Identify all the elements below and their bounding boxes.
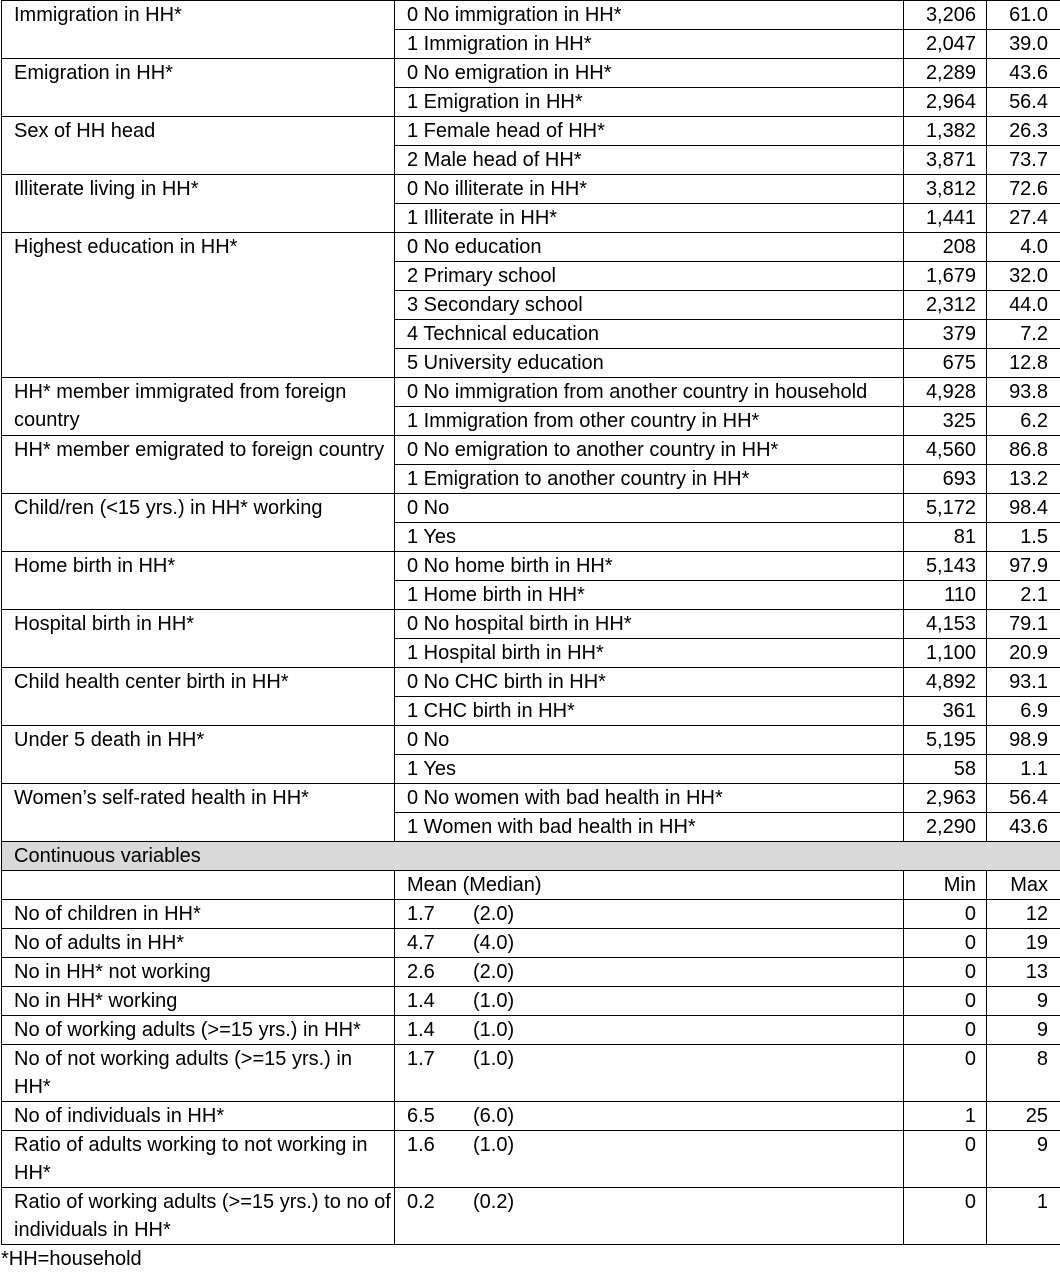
- table-row: [2, 1131, 1060, 1188]
- descriptive-table: [1, 0, 1060, 1245]
- table-row: [2, 378, 1060, 407]
- percent-value: 43.6: [987, 59, 1060, 88]
- table-row: [2, 726, 1060, 755]
- category-label: 2 Male head of HH*: [395, 146, 904, 175]
- median-value: (2.0): [473, 961, 515, 983]
- category-label: 0 No: [395, 494, 904, 523]
- category-label: 0 No emigration in HH*: [395, 59, 904, 88]
- max-value: 8: [987, 1045, 1060, 1102]
- median-value: (1.0): [473, 1048, 515, 1070]
- table-row: [2, 59, 1060, 88]
- mean-value: 1.4: [407, 990, 435, 1012]
- max-value: 19: [987, 929, 1060, 958]
- category-label: 0 No: [395, 726, 904, 755]
- variable-name: Ratio of adults working to not working in HH*: [2, 1131, 395, 1188]
- category-label: 1 Illiterate in HH*: [395, 204, 904, 233]
- table-body: [2, 1, 1060, 1245]
- percent-value: 6.2: [987, 407, 1060, 436]
- median-value: (0.2): [473, 1191, 515, 1213]
- mean-value: 1.6: [407, 1134, 435, 1156]
- mean-median-cell: [395, 1016, 904, 1045]
- mean-value: 1.4: [407, 1019, 435, 1041]
- table-row: [2, 987, 1060, 1016]
- median-value: (6.0): [473, 1105, 515, 1127]
- category-label: 5 University education: [395, 349, 904, 378]
- percent-value: 93.8: [987, 378, 1060, 407]
- percent-value: 72.6: [987, 175, 1060, 204]
- count-value: 325: [904, 407, 987, 436]
- count-value: 2,312: [904, 291, 987, 320]
- percent-value: 12.8: [987, 349, 1060, 378]
- mean-median-header: Mean (Median): [395, 871, 904, 900]
- max-value: 9: [987, 1016, 1060, 1045]
- mean-median-cell: [395, 929, 904, 958]
- count-value: 1,441: [904, 204, 987, 233]
- table-row: [2, 494, 1060, 523]
- mean-median-cell: [395, 900, 904, 929]
- table-row: [2, 668, 1060, 697]
- variable-name: No in HH* working: [2, 987, 395, 1016]
- percent-value: 6.9: [987, 697, 1060, 726]
- percent-value: 98.9: [987, 726, 1060, 755]
- category-label: 0 No CHC birth in HH*: [395, 668, 904, 697]
- count-value: 4,560: [904, 436, 987, 465]
- mean-median-cell: [395, 987, 904, 1016]
- table-row: [2, 1102, 1060, 1131]
- count-value: 2,964: [904, 88, 987, 117]
- category-label: 1 Immigration in HH*: [395, 30, 904, 59]
- table-row: [2, 117, 1060, 146]
- mean-median-cell: [395, 1131, 904, 1188]
- category-label: 0 No emigration to another country in HH*: [395, 436, 904, 465]
- count-value: 3,206: [904, 1, 987, 30]
- category-label: 4 Technical education: [395, 320, 904, 349]
- category-label: 0 No illiterate in HH*: [395, 175, 904, 204]
- max-value: 12: [987, 900, 1060, 929]
- percent-value: 98.4: [987, 494, 1060, 523]
- percent-value: 43.6: [987, 813, 1060, 842]
- percent-value: 27.4: [987, 204, 1060, 233]
- variable-name: No of children in HH*: [2, 900, 395, 929]
- variable-name: No of adults in HH*: [2, 929, 395, 958]
- count-value: 110: [904, 581, 987, 610]
- median-value: (1.0): [473, 990, 515, 1012]
- variable-name: Hospital birth in HH*: [2, 610, 395, 668]
- median-value: (1.0): [473, 1019, 515, 1041]
- count-value: 208: [904, 233, 987, 262]
- min-value: 0: [904, 929, 987, 958]
- min-value: 0: [904, 1188, 987, 1245]
- percent-value: 2.1: [987, 581, 1060, 610]
- count-value: 379: [904, 320, 987, 349]
- min-value: 0: [904, 1131, 987, 1188]
- min-value: 1: [904, 1102, 987, 1131]
- variable-name: Sex of HH head: [2, 117, 395, 175]
- variable-name: Child health center birth in HH*: [2, 668, 395, 726]
- category-label: 0 No home birth in HH*: [395, 552, 904, 581]
- category-label: 0 No immigration from another country in household: [395, 378, 904, 407]
- variable-name: Ratio of working adults (>=15 yrs.) to no of individuals in HH*: [2, 1188, 395, 1245]
- max-header: Max: [987, 871, 1060, 900]
- section-header-row: [2, 842, 1060, 871]
- percent-value: 32.0: [987, 262, 1060, 291]
- category-label: 0 No education: [395, 233, 904, 262]
- median-value: (2.0): [473, 903, 515, 925]
- percent-value: 20.9: [987, 639, 1060, 668]
- max-value: 25: [987, 1102, 1060, 1131]
- variable-name: Under 5 death in HH*: [2, 726, 395, 784]
- category-label: 0 No women with bad health in HH*: [395, 784, 904, 813]
- table-row: [2, 900, 1060, 929]
- variable-name: Illiterate living in HH*: [2, 175, 395, 233]
- table-row: [2, 1016, 1060, 1045]
- variable-name: Home birth in HH*: [2, 552, 395, 610]
- percent-value: 1.1: [987, 755, 1060, 784]
- percent-value: 4.0: [987, 233, 1060, 262]
- table-row: [2, 1045, 1060, 1102]
- mean-value: 0.2: [407, 1191, 435, 1213]
- category-label: 0 No hospital birth in HH*: [395, 610, 904, 639]
- variable-name: Child/ren (<15 yrs.) in HH* working: [2, 494, 395, 552]
- percent-value: 61.0: [987, 1, 1060, 30]
- percent-value: 56.4: [987, 88, 1060, 117]
- max-value: 1: [987, 1188, 1060, 1245]
- variable-name: No of working adults (>=15 yrs.) in HH*: [2, 1016, 395, 1045]
- table-row: [2, 552, 1060, 581]
- category-label: 3 Secondary school: [395, 291, 904, 320]
- count-value: 2,963: [904, 784, 987, 813]
- variable-name: Immigration in HH*: [2, 1, 395, 59]
- empty-header-cell: [2, 871, 395, 900]
- max-value: 9: [987, 987, 1060, 1016]
- count-value: 5,195: [904, 726, 987, 755]
- count-value: 3,871: [904, 146, 987, 175]
- percent-value: 13.2: [987, 465, 1060, 494]
- category-label: 1 Women with bad health in HH*: [395, 813, 904, 842]
- max-value: 9: [987, 1131, 1060, 1188]
- variable-name: No of not working adults (>=15 yrs.) in HH*: [2, 1045, 395, 1102]
- percent-value: 79.1: [987, 610, 1060, 639]
- column-header-row: [2, 871, 1060, 900]
- table-row: [2, 1, 1060, 30]
- count-value: 2,289: [904, 59, 987, 88]
- count-value: 675: [904, 349, 987, 378]
- mean-value: 4.7: [407, 932, 435, 954]
- count-value: 2,290: [904, 813, 987, 842]
- category-label: 1 Female head of HH*: [395, 117, 904, 146]
- mean-value: 2.6: [407, 961, 435, 983]
- count-value: 693: [904, 465, 987, 494]
- count-value: 1,382: [904, 117, 987, 146]
- variable-name: Emigration in HH*: [2, 59, 395, 117]
- table-row: [2, 233, 1060, 262]
- median-value: (4.0): [473, 932, 515, 954]
- percent-value: 39.0: [987, 30, 1060, 59]
- footnote: *HH=household: [1, 1248, 142, 1270]
- percent-value: 56.4: [987, 784, 1060, 813]
- table-row: [2, 175, 1060, 204]
- percent-value: 86.8: [987, 436, 1060, 465]
- percent-value: 73.7: [987, 146, 1060, 175]
- table-row: [2, 1188, 1060, 1245]
- category-label: 1 Emigration in HH*: [395, 88, 904, 117]
- category-label: 0 No immigration in HH*: [395, 1, 904, 30]
- max-value: 13: [987, 958, 1060, 987]
- count-value: 4,153: [904, 610, 987, 639]
- percent-value: 26.3: [987, 117, 1060, 146]
- table-row: [2, 958, 1060, 987]
- count-value: 4,928: [904, 378, 987, 407]
- min-header: Min: [904, 871, 987, 900]
- min-value: 0: [904, 987, 987, 1016]
- variable-name: No of individuals in HH*: [2, 1102, 395, 1131]
- mean-median-cell: [395, 1045, 904, 1102]
- variable-name: HH* member immigrated from foreign country: [2, 378, 395, 436]
- category-label: 1 CHC birth in HH*: [395, 697, 904, 726]
- count-value: 2,047: [904, 30, 987, 59]
- percent-value: 97.9: [987, 552, 1060, 581]
- percent-value: 44.0: [987, 291, 1060, 320]
- table-row: [2, 784, 1060, 813]
- table-row: [2, 929, 1060, 958]
- count-value: 4,892: [904, 668, 987, 697]
- category-label: 2 Primary school: [395, 262, 904, 291]
- percent-value: 7.2: [987, 320, 1060, 349]
- table-row: [2, 436, 1060, 465]
- min-value: 0: [904, 958, 987, 987]
- mean-value: 1.7: [407, 903, 435, 925]
- variable-name: Highest education in HH*: [2, 233, 395, 378]
- category-label: 1 Immigration from other country in HH*: [395, 407, 904, 436]
- variable-name: Women’s self-rated health in HH*: [2, 784, 395, 842]
- mean-value: 6.5: [407, 1105, 435, 1127]
- count-value: 5,143: [904, 552, 987, 581]
- mean-value: 1.7: [407, 1048, 435, 1070]
- variable-name: No in HH* not working: [2, 958, 395, 987]
- percent-value: 1.5: [987, 523, 1060, 552]
- count-value: 58: [904, 755, 987, 784]
- category-label: 1 Yes: [395, 755, 904, 784]
- variable-name: HH* member emigrated to foreign country: [2, 436, 395, 494]
- count-value: 1,679: [904, 262, 987, 291]
- category-label: 1 Yes: [395, 523, 904, 552]
- section-header: Continuous variables: [2, 842, 1060, 871]
- median-value: (1.0): [473, 1134, 515, 1156]
- min-value: 0: [904, 1045, 987, 1102]
- count-value: 81: [904, 523, 987, 552]
- count-value: 361: [904, 697, 987, 726]
- category-label: 1 Emigration to another country in HH*: [395, 465, 904, 494]
- mean-median-cell: [395, 958, 904, 987]
- count-value: 5,172: [904, 494, 987, 523]
- count-value: 1,100: [904, 639, 987, 668]
- mean-median-cell: [395, 1188, 904, 1245]
- table-row: [2, 610, 1060, 639]
- mean-median-cell: [395, 1102, 904, 1131]
- category-label: 1 Hospital birth in HH*: [395, 639, 904, 668]
- category-label: 1 Home birth in HH*: [395, 581, 904, 610]
- min-value: 0: [904, 900, 987, 929]
- percent-value: 93.1: [987, 668, 1060, 697]
- min-value: 0: [904, 1016, 987, 1045]
- count-value: 3,812: [904, 175, 987, 204]
